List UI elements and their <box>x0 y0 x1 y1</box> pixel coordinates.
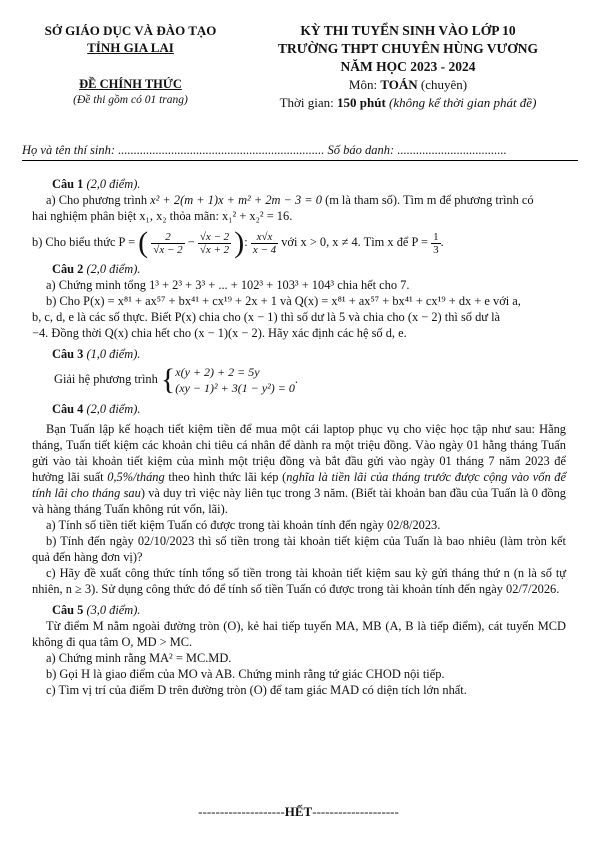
exam-body <box>32 171 567 698</box>
q5-intro: Từ điểm M nằm ngoài đường tròn (O), kẻ hai tiếp tuyến MA, MB (A, B là tiếp điểm), cát tuyến MCD không đi qua tâm O, MD > MC. <box>32 619 566 649</box>
subject-line: Môn: TOÁN (chuyên) <box>348 77 468 92</box>
q3-system: Giải hệ phương trình {x(y + 2) + 2 = 5y (xy − 1)² + 3(1 − y²) = 0. <box>54 363 298 396</box>
q5b: b) Gọi H là giao điểm của MO và AB. Chứng minh rằng tứ giác CHOD nội tiếp. <box>46 667 445 681</box>
q2a: a) Chứng minh tổng 1³ + 2³ + 3³ + ... + 102³ + 103³ + 104³ chia hết cho 7. <box>46 278 410 292</box>
q1a-line2: hai nghiệm phân biệt x₁, x₂ thỏa mãn: x₁² + x₂² = 16. <box>32 209 293 223</box>
header-right <box>238 22 578 112</box>
question-3-heading: Câu 3 (1,0 điểm). <box>52 347 141 361</box>
candidate-name-field: Họ và tên thí sinh: .................................................................. <box>22 143 325 157</box>
end-marker: --------------------HẾT-------------------- <box>198 804 399 819</box>
department-name: SỞ GIÁO DỤC VÀ ĐÀO TẠO <box>44 23 217 38</box>
q2b-line1: b) Cho P(x) = x⁸¹ + ax⁵⁷ + bx⁴¹ + cx¹⁹ + 2x + 1 và Q(x) = x⁸¹ + ax⁵⁷ + bx⁴¹ + cx¹⁹ + dx + e với a, <box>46 294 521 308</box>
school-year: NĂM HỌC 2023 - 2024 <box>340 59 476 74</box>
time-line: Thời gian: 150 phút (không kể thời gian phát đề) <box>279 95 537 110</box>
q4c: c) Hãy đề xuất công thức tính tổng số tiền trong tài khoản tiết kiệm sau kỳ gửi tháng thứ n (n là số tự nhiên, n ≥ 3). Sử dụng công thức đó để tính số tiền Tuấn có được trong tài khoản tính đến ngày 02/7/2026. <box>32 566 566 596</box>
q4b: b) Tính đến ngày 02/10/2023 thì số tiền trong tài khoản tiết kiệm của Tuấn là bao nhiêu (làm tròn kết quả đến hàng đơn vị)? <box>32 534 566 564</box>
question-4-heading: Câu 4 (2,0 điểm). <box>52 402 141 416</box>
candidate-line <box>22 142 578 158</box>
header-left <box>28 22 233 108</box>
q5c: c) Tìm vị trí của điểm D trên đường tròn (O) để tam giác MAD có diện tích lớn nhất. <box>46 683 467 697</box>
candidate-id-field: Số báo danh: ................................... <box>324 143 507 157</box>
school-name: TRƯỜNG THPT CHUYÊN HÙNG VƯƠNG <box>277 41 539 56</box>
q1b: b) Cho biểu thức P = ( $\frac{2}{√x - 2}$ − $\frac{√x - 2}{√x + 2}$ ): $\frac{x√x}{x - 4}$ với x > 0, x ≠ 4. Tìm x để P = $\frac{1}{3}$ . <box>32 226 444 259</box>
divider <box>22 160 578 161</box>
province-name: TỈNH GIA LAI <box>87 40 174 55</box>
q2b-line3: −4. Đồng thời Q(x) chia hết cho (x − 1)(x − 2). Hãy xác định các hệ số d, e. <box>32 326 407 340</box>
pages-note: (Đề thi gồm có 01 trang) <box>73 94 188 106</box>
q1a-line1: a) Cho phương trình x² + 2(m + 1)x + m² + 2m − 3 = 0 (m là tham số). Tìm m để phương trình có <box>46 193 534 207</box>
question-5-heading: Câu 5 (3,0 điểm). <box>52 603 141 617</box>
q5a: a) Chứng minh rằng MA² = MC.MD. <box>46 651 232 665</box>
exam-title: KỲ THI TUYỂN SINH VÀO LỚP 10 <box>300 23 516 38</box>
q4a: a) Tính số tiền tiết kiệm Tuấn có được trong tài khoản tính đến ngày 02/8/2023. <box>46 518 441 532</box>
question-1-heading: Câu 1 (2,0 điểm). <box>52 177 141 191</box>
question-2-heading: Câu 2 (2,0 điểm). <box>52 262 141 276</box>
q4-intro: Bạn Tuấn lập kế hoạch tiết kiệm tiền để mua một cái laptop phục vụ cho việc học tập như sau: Hằng tháng, Tuấn tiết kiệm các khoản chi tiêu cá nhân để dành ra một triệu đồng. Vào ngày 01 hằng tháng Tuấn gửi vào tài khoản tiết kiệm của mình một triệu đồng và bắt đầu gửi vào ngày 01 tháng 7 năm 2023 để hưởng lãi suất 0,5%/tháng theo hình thức lãi kép (nghĩa là tiền lãi của tháng trước được cộng vào vốn để tính lãi cho tháng sau) và duy trì việc này liên tục trong 3 năm. (Biết tài khoản ban đầu của Tuấn là 0 đồng và hàng tháng Tuấn không rút vốn, lãi). <box>32 422 567 516</box>
q2b-line2: b, c, d, e là các số thực. Biết P(x) chia cho (x − 1) thì số dư là 5 và chia cho (x − 2) thì số dư là <box>32 310 501 324</box>
official-label: ĐỀ CHÍNH THỨC <box>79 77 182 91</box>
